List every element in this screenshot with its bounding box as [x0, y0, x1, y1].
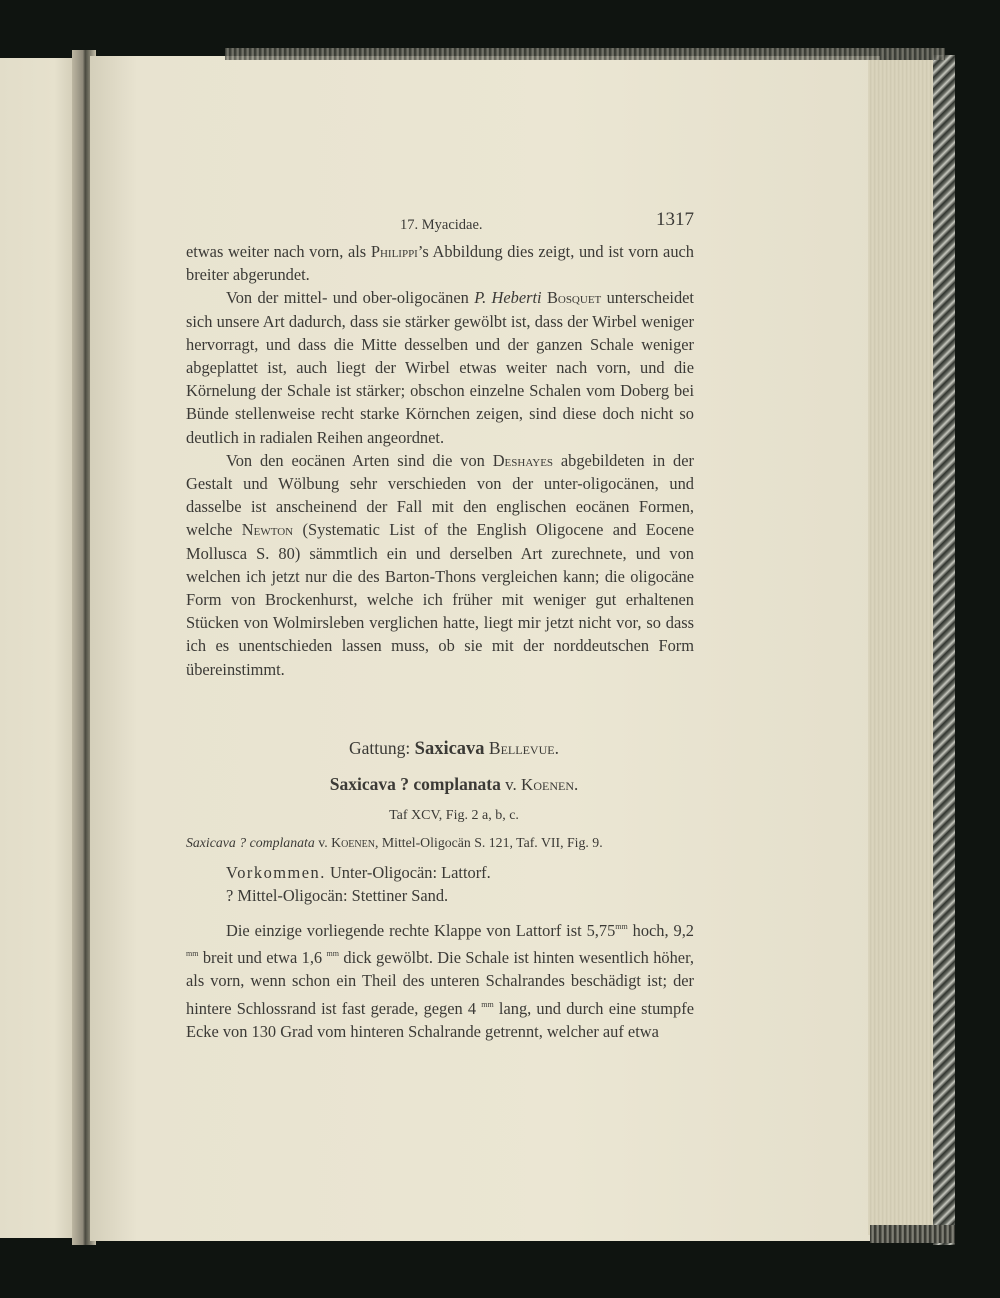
paragraph-1-text-b: ’s Abbildung dies zeigt, und ist vorn auch breiter abgerundet.	[186, 242, 694, 285]
page-number: 1317	[656, 209, 694, 230]
top-binding	[225, 48, 945, 60]
synonymy-line	[186, 831, 694, 854]
synonym-name: Saxicava ? complanata	[186, 835, 315, 851]
synonym-mid: v.	[314, 835, 332, 851]
running-head	[186, 206, 694, 240]
species-name: Saxicava ? complanata	[329, 774, 501, 795]
species-author-prefix: v.	[500, 775, 522, 795]
unit-mm-1: mm	[615, 922, 628, 932]
genus-heading	[214, 737, 694, 761]
bottom-binding	[870, 1225, 955, 1243]
author-bosquet: Bosquet	[546, 288, 602, 308]
synonym-author: Koenen	[331, 835, 375, 851]
author-newton: Newton	[241, 520, 294, 540]
paragraph-4	[186, 915, 694, 1043]
paragraph-4-text-b: hoch, 9,2	[627, 921, 694, 941]
unit-mm-2: mm	[186, 949, 199, 959]
species-heading	[214, 773, 694, 796]
paragraph-4-text-a: Die einzige vorliegende rechte Klappe von Lattorf ist 5,75	[226, 921, 616, 941]
paragraph-4-text-c: breit und etwa 1,6	[198, 948, 323, 968]
occurrence-label: Vorkommen.	[226, 862, 326, 882]
author-philippi: Philippi	[370, 242, 418, 261]
paragraph-1-text-a: etwas weiter nach vorn, als	[186, 242, 371, 261]
paragraph-3-text-a: Von den eocänen Arten sind die von	[226, 450, 493, 470]
left-page	[0, 58, 78, 1238]
paragraph-2-text-a: Von der mittel- und ober-oligocänen	[226, 288, 475, 308]
paragraph-4-text-e: lang, und durch eine stumpfe Ecke von 130 Grad vom hinteren Schalrande getrennt, welcher auf etwa	[186, 998, 694, 1041]
genus-label: Gattung:	[349, 737, 415, 758]
text-block	[186, 206, 694, 1043]
paragraph-1	[186, 240, 694, 286]
paragraph-4-text-d: dick gewölbt. Die Schale ist hinten wesentlich höher, als vorn, wenn schon ein Theil des unteren Schalrandes beschädigt ist; der hintere Schlossrand ist fast gerade, gegen 4	[186, 948, 694, 1018]
occurrence-line-2: ? Mittel-Oligocän: Stettiner Sand.	[226, 885, 449, 905]
species-heberti: P. Heberti	[474, 288, 542, 308]
genus-author: Bellevue.	[488, 737, 559, 758]
paragraph-3	[186, 449, 694, 681]
occurrence-text-1: Unter-Oligocän: Lattorf.	[325, 862, 491, 882]
marbled-cover-edge	[933, 55, 955, 1245]
running-title: 17. Myacidae.	[400, 217, 483, 233]
paragraph-2	[186, 286, 694, 448]
synonym-reference: , Mittel-Oligocän S. 121, Taf. VII, Fig. 9.	[374, 835, 603, 851]
paragraph-3-text-c: (Systematic List of the English Oligocene and Eocene Mollusca S. 80) sämmtlich ein und derselben Art zurechnete, und von welchen ich jetzt nur die des Barton-Thons vergleichen kann; die oligocäne Form von Brockenhurst, welche ich früher mit weniger gut erhaltenen Stücken von Wolmirsleben verglichen hatte, liegt mir jetzt nicht vor, so dass ich es unentschieden lassen muss, ob sie mit der norddeutschen Form übereinstimmt.	[186, 520, 694, 679]
plate-reference: Taf XCV, Fig. 2 a, b, c.	[389, 808, 519, 824]
species-author: Koenen.	[521, 775, 579, 795]
page-edges	[868, 60, 943, 1235]
author-deshayes: Deshayes	[492, 450, 554, 470]
paragraph-3-text-b: abgebildeten in der Gestalt und Wölbung sehr verschieden von der unter-oligocänen, und dasselbe ist anscheinend der Fall mit den englischen eocänen Formen, welche	[186, 450, 694, 540]
genus-name: Saxicava	[414, 738, 485, 759]
unit-mm-4: mm	[481, 999, 494, 1009]
paragraph-2-text-b: unterscheidet sich unsere Art dadurch, dass sie stärker gewölbt ist, dass der Wirbel weniger hervorragt, und dass die Mitte desselben und der ganzen Schale weniger abgeplattet ist, auch liegt der Wirbel etwas weiter nach vorn, und die Körnelung der Schale ist stärker; obschon einzelne Schalen vom Doberg bei Bünde stellenweise recht starke Körnchen zeigen, sind diese doch nicht so deutlich in radialen Reihen angeordnet.	[186, 288, 694, 447]
unit-mm-3: mm	[326, 949, 339, 959]
occurrence-line-1	[186, 861, 694, 884]
